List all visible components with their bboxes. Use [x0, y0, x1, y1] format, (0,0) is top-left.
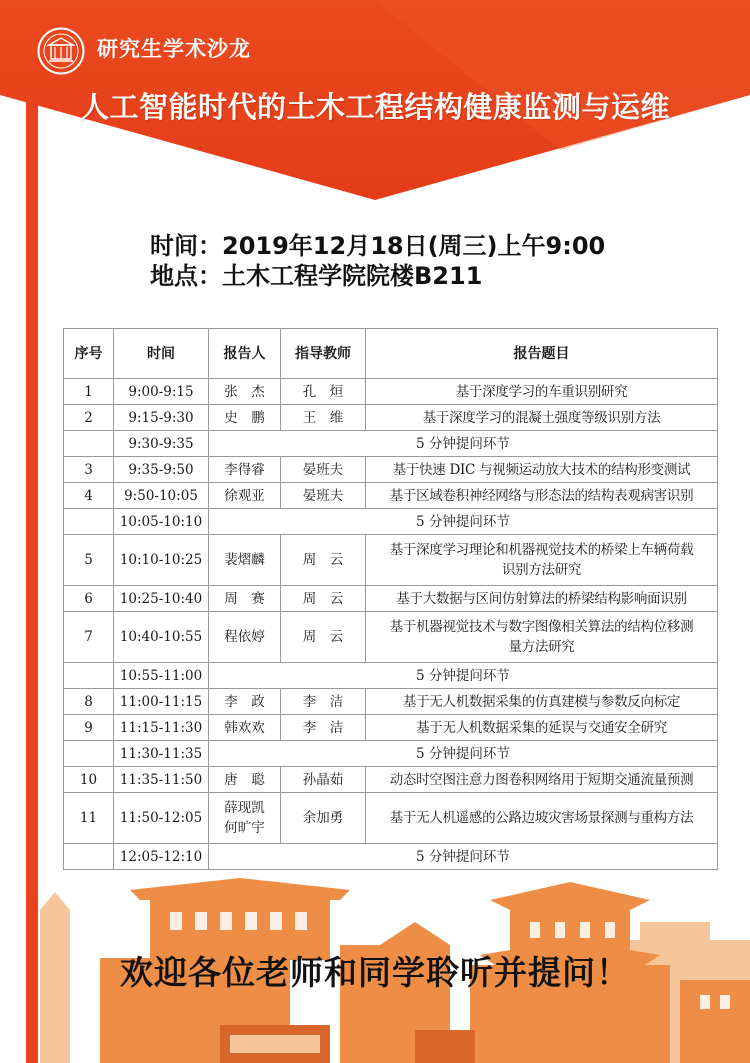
topic-line: 基于深度学习的混凝土强度等级识别方法: [422, 409, 661, 426]
row-time: 10:55-11:00: [114, 663, 209, 689]
table-row: [64, 689, 718, 715]
row-advisor: 周 云: [281, 586, 366, 612]
topic-line: 动态时空图注意力图卷积网络用于短期交通流量预测: [389, 771, 694, 788]
row-advisor: 孙晶茹: [281, 767, 366, 793]
salon-label: 研究生学术沙龙: [97, 37, 251, 61]
time-label: 时间：: [150, 232, 222, 260]
topic-line: 基于机器视觉技术与数字图像相关算法的结构位移测: [389, 619, 694, 635]
row-topic: [366, 457, 718, 483]
table-row: [64, 405, 718, 431]
topic-line: 基于深度学习理论和机器视觉技术的桥梁上车辆荷载: [389, 542, 694, 558]
row-time: 9:30-9:35: [114, 431, 209, 457]
row-topic: [366, 535, 718, 586]
row-time: 12:05-12:10: [114, 844, 209, 870]
row-time: 9:00-9:15: [114, 379, 209, 405]
row-advisor: 李 洁: [281, 689, 366, 715]
table-header-row: [64, 329, 718, 379]
row-no: 6: [64, 586, 114, 612]
place-label: 地点：: [150, 262, 222, 290]
row-no: 8: [64, 689, 114, 715]
schedule-table: [63, 328, 718, 870]
table-row: [64, 483, 718, 509]
row-no: 1: [64, 379, 114, 405]
table-row: [64, 793, 718, 844]
table-row: [64, 379, 718, 405]
row-no: 3: [64, 457, 114, 483]
break-label: 5 分钟提问环节: [209, 844, 718, 870]
break-row: [64, 741, 718, 767]
row-speaker: 徐观亚: [209, 483, 281, 509]
row-time: 11:15-11:30: [114, 715, 209, 741]
break-row: [64, 431, 718, 457]
row-topic: [366, 767, 718, 793]
topic-line: 量方法研究: [508, 639, 575, 655]
place-value: 土木工程学院院楼B211: [222, 262, 483, 290]
welcome-message: 欢迎各位老师和同学聆听并提问！: [120, 953, 630, 992]
row-speaker: 李得睿: [209, 457, 281, 483]
row-no: [64, 509, 114, 535]
row-time: 9:50-10:05: [114, 483, 209, 509]
table-row: [64, 535, 718, 586]
table-row: [64, 715, 718, 741]
topic-line: 基于区域卷积神经网络与形态法的结构表观病害识别: [389, 487, 694, 504]
row-advisor: 晏班夫: [281, 483, 366, 509]
row-time: 9:35-9:50: [114, 457, 209, 483]
header-speaker: 报告人: [209, 329, 281, 379]
row-time: 10:10-10:25: [114, 535, 209, 586]
row-no: 9: [64, 715, 114, 741]
schedule-body: [64, 379, 718, 870]
row-topic: [366, 612, 718, 663]
row-speaker: [209, 793, 281, 844]
table-row: [64, 767, 718, 793]
row-no: 4: [64, 483, 114, 509]
row-time: 11:50-12:05: [114, 793, 209, 844]
break-label: 5 分钟提问环节: [209, 741, 718, 767]
row-speaker: 韩欢欢: [209, 715, 281, 741]
row-speaker: 唐 聪: [209, 767, 281, 793]
row-topic: [366, 715, 718, 741]
row-no: 11: [64, 793, 114, 844]
row-topic: [366, 586, 718, 612]
row-speaker: 李 政: [209, 689, 281, 715]
row-time: 11:30-11:35: [114, 741, 209, 767]
row-advisor: 孔 烜: [281, 379, 366, 405]
university-seal-icon: [37, 27, 85, 75]
row-advisor: 余加勇: [281, 793, 366, 844]
row-speaker: 裴熠麟: [209, 535, 281, 586]
row-no: [64, 431, 114, 457]
row-topic: [366, 379, 718, 405]
row-topic: [366, 483, 718, 509]
row-no: 7: [64, 612, 114, 663]
row-time: 10:40-10:55: [114, 612, 209, 663]
speaker-name: 何旷宇: [224, 820, 265, 836]
topic-line: 基于快速 DIC 与视频运动放大技术的结构形变测试: [392, 461, 691, 478]
row-advisor: 王 维: [281, 405, 366, 431]
speaker-name: 薛现凯: [224, 800, 265, 816]
row-no: [64, 663, 114, 689]
row-no: 5: [64, 535, 114, 586]
row-topic: [366, 405, 718, 431]
row-speaker: 史 鹏: [209, 405, 281, 431]
row-time: 9:15-9:30: [114, 405, 209, 431]
row-no: 10: [64, 767, 114, 793]
row-speaker: 张 杰: [209, 379, 281, 405]
left-accent-bar: [26, 95, 38, 1063]
time-value: 2019年12月18日(周三)上午9:00: [222, 232, 606, 260]
row-advisor: 周 云: [281, 535, 366, 586]
row-topic: [366, 793, 718, 844]
header-topic: 报告题目: [366, 329, 718, 379]
row-time: 10:25-10:40: [114, 586, 209, 612]
topic-line: 基于无人机数据采集的延误与交通安全研究: [416, 719, 667, 736]
row-time: 11:00-11:15: [114, 689, 209, 715]
topic-line: 基于深度学习的车重识别研究: [455, 383, 628, 400]
row-advisor: 晏班夫: [281, 457, 366, 483]
row-speaker: 周 赛: [209, 586, 281, 612]
break-row: [64, 663, 718, 689]
topic-line: 基于无人机数据采集的仿真建模与参数反向标定: [402, 693, 681, 710]
row-advisor: 李 洁: [281, 715, 366, 741]
break-label: 5 分钟提问环节: [209, 431, 718, 457]
topic-line: 基于大数据与区间仿射算法的桥梁结构影响面识别: [396, 590, 687, 607]
break-row: [64, 509, 718, 535]
table-row: [64, 586, 718, 612]
header-advisor: 指导教师: [281, 329, 366, 379]
row-no: [64, 844, 114, 870]
break-label: 5 分钟提问环节: [209, 509, 718, 535]
event-title: 人工智能时代的土木工程结构健康监测与运维: [79, 90, 670, 124]
row-time: 10:05-10:10: [114, 509, 209, 535]
event-place: [150, 256, 482, 291]
row-no: [64, 741, 114, 767]
break-label: 5 分钟提问环节: [209, 663, 718, 689]
table-row: [64, 612, 718, 663]
row-advisor: 周 云: [281, 612, 366, 663]
header-no: 序号: [64, 329, 114, 379]
row-topic: [366, 689, 718, 715]
row-no: 2: [64, 405, 114, 431]
break-row: [64, 844, 718, 870]
topic-line: 识别方法研究: [501, 562, 582, 578]
row-speaker: 程依婷: [209, 612, 281, 663]
topic-line: 基于无人机遥感的公路边坡灾害场景探测与重构方法: [389, 810, 694, 826]
table-row: [64, 457, 718, 483]
row-time: 11:35-11:50: [114, 767, 209, 793]
header-time: 时间: [114, 329, 209, 379]
